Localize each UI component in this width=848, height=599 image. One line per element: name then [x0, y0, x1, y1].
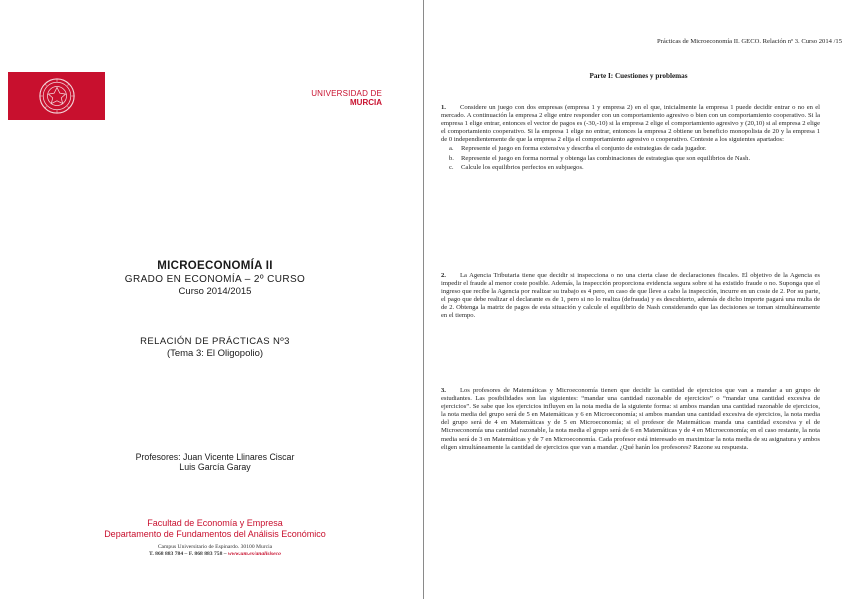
question-number: 1.: [441, 104, 446, 111]
subitem-text: Represente el juego en forma normal y obtenga las combinaciones de estrategias que son equilibrios de Nash.: [461, 154, 751, 162]
subitem-text: Represente el juego en forma extensiva y describa el conjunto de estrategias de cada jugador.: [461, 145, 707, 153]
department-website-link[interactable]: www.um.es/analisiseco: [228, 551, 281, 557]
degree-line: GRADO EN ECONOMÍA – 2º CURSO: [124, 274, 306, 285]
page-divider: [423, 0, 424, 599]
cover-page: [0, 0, 423, 599]
subitem-letter: a.: [449, 145, 454, 153]
faculty-block: [90, 518, 340, 540]
university-name-line1: UNIVERSIDAD DE: [311, 89, 382, 98]
exercise-page: [425, 0, 848, 599]
university-seal-icon: [38, 77, 76, 115]
practice-set-block: [100, 336, 330, 360]
university-name: [300, 89, 382, 107]
question-3: [441, 387, 820, 452]
practice-set-title: RELACIÓN DE PRÁCTICAS Nº3: [140, 336, 290, 347]
university-logo: [8, 72, 105, 120]
course-title-block: [100, 260, 330, 297]
course-title: MICROECONOMÍA II: [157, 260, 273, 272]
professor-line-2: Luis García Garay: [179, 462, 251, 472]
question-2: [441, 272, 820, 321]
academic-year: Curso 2014/2015: [178, 286, 252, 297]
department-name: Departamento de Fundamentos del Análisis Económico: [104, 529, 326, 539]
phone-fax: T. 868 883 784 – F. 868 883 758 –: [149, 551, 227, 557]
question-number: 3.: [441, 387, 446, 394]
contact-line: [90, 551, 340, 558]
list-item: [441, 145, 820, 153]
question-number: 2.: [441, 272, 446, 279]
list-item: [441, 155, 820, 163]
practice-set-topic: (Tema 3: El Oligopolio): [166, 348, 264, 359]
question-text: La Agencia Tributaria tiene que decidir si inspecciona o no una cierta clase de declaraciones fiscales. El objetivo de la Agencia es impedir el fraude al menor coste posible. Además, la inspección proporciona evidencia segura sobre si ha existido fraude o no. Suponga que el ingreso que recibe la Agencia por realizar su trabajo es 4 pero, en caso de que lleve a cabo la inspección, incurre en un coste de 2. Por su parte, el pago que debe realizar el declarante es de 1, pero si no lo realiza (defrauda) y es descubierto, además de dicho importe pagará una multa de de 2. Obtenga la matriz de pagos de esta situación y calcule el equilibrio de Nash considerando que las decisiones se toman simultáneamente en el tiempo.: [441, 272, 820, 320]
question-text: Considere un juego con dos empresas (empresa 1 y empresa 2) en el que, inicialmente la empresa 1 puede decidir entrar o no en el mercado. A continuación la empresa 2 elige entre responder con un comportamiento agresivo o bien con un comportamiento cooperativo. Si la empresa 1 elige entrar, entonces el vector de pagos es (-30,-10) si la empresa 2 elige el comportamiento agresivo y (20,10) si al empresa 2 elige el comportamiento cooperativo. Si la empresa 1 elige no entrar, entonces la empresa 2 obtiene un beneficio monopolista de 20 y la empresa 1 de 0 independientemente de que la empresa 2 elija el comportamiento agresivo o cooperativo. Conteste a los siguientes apartados:: [441, 104, 820, 144]
question-1-subitems: [441, 145, 820, 172]
subitem-letter: b.: [449, 154, 454, 162]
question-text: Los profesores de Matemáticas y Microeconomía tienen que decidir la cantidad de ejercicios que van a mandar a un grupo de estudiantes. Las posibilidades son las siguientes: “mandar una cantidad razonable de ejercicios” o “mandar una cantidad excesiva de ejercicios”. Se sabe que los ejercicios influyen en la nota media de la siguiente forma: si ambos mandan una cantidad razonable de ejercicios, la nota media del grupo será de 5 en Matemáticas y 6 en Microeconomía; si ambos mandan una cantidad excesiva de ejercicios, la nota media del grupo será de 4 en Matemáticas y de 5 en Microeconomía; si el profesor de Matemáticas manda una cantidad excesiva y el de Microeconomía una cantidad razonable, la nota media el grupo será de 6 en Matemáticas y de 4 en Microeconomía; en el caso restante, la nota media será de 3 en Matemáticas y de 7 en Microeconomía. Cada profesor está interesado en maximizar la nota media de su asignatura y ambos eligen simultáneamente la cantidad de ejercicios que van a mandar. ¿Qué harán los profesores? Razone su respuesta.: [441, 387, 820, 451]
running-header: Prácticas de Microeconomía II. GECO. Relación nº 3. Curso 2014 /15: [657, 38, 842, 45]
university-name-line2: MURCIA: [350, 98, 382, 107]
question-1: [441, 104, 820, 174]
faculty-name: Facultad de Economía y Empresa: [147, 518, 283, 528]
campus-address: Campus Universitario de Espinardo. 30100 Murcia: [157, 544, 273, 550]
subitem-text: Calcule los equilibrios perfectos en subjuegos.: [461, 164, 584, 172]
list-item: [441, 164, 820, 172]
professors-block: [100, 452, 330, 472]
address-block: [90, 544, 340, 558]
professor-line-1: Profesores: Juan Vicente Llinares Ciscar: [135, 452, 295, 462]
subitem-letter: c.: [449, 164, 454, 172]
part-title: Parte I: Cuestiones y problemas: [589, 72, 688, 80]
